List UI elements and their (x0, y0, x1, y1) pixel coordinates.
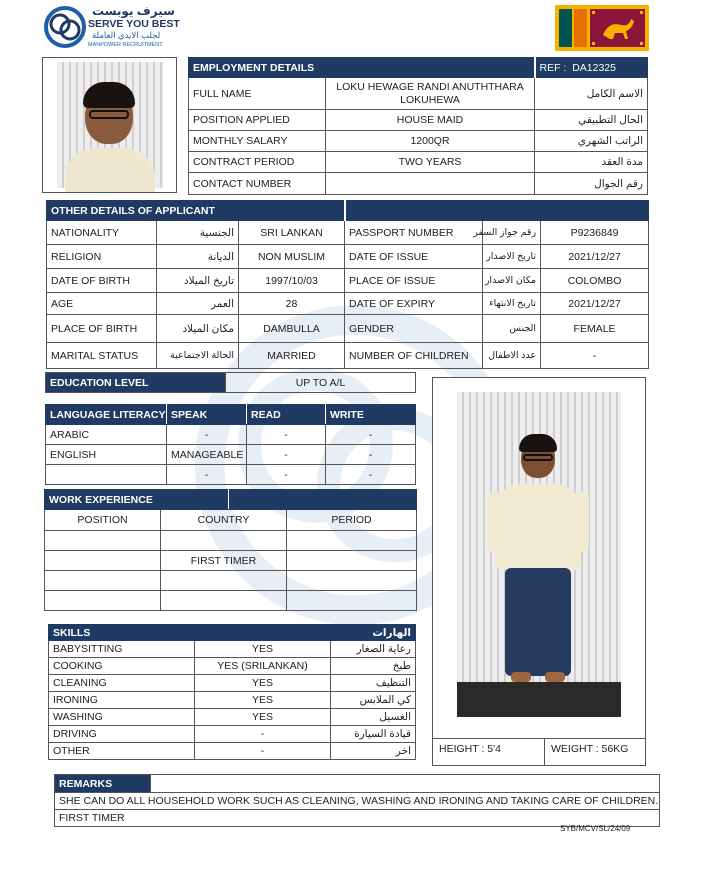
skill-arabic: الغسيل (331, 709, 416, 726)
place-of-birth-label: PLACE OF BIRTH (47, 315, 157, 343)
skill-value: YES (195, 709, 331, 726)
work-period-header: PERIOD (287, 510, 417, 531)
place-of-issue-arabic: مكان الاصدار (483, 269, 541, 293)
position-applied-label: POSITION APPLIED (189, 110, 326, 131)
date-of-expiry-label: DATE OF EXPIRY (345, 293, 483, 315)
gender-value: FEMALE (541, 315, 649, 343)
company-logo (44, 4, 184, 52)
table-row (49, 743, 416, 760)
age-value: 28 (239, 293, 345, 315)
skill-arabic: طبخ (331, 658, 416, 675)
table-row (49, 726, 416, 743)
skill-value: YES (195, 675, 331, 692)
skills-table (48, 624, 416, 760)
gender-arabic: الجنس (483, 315, 541, 343)
education-level-label: EDUCATION LEVEL (46, 373, 226, 393)
date-of-issue-value: 2021/12/27 (541, 245, 649, 269)
age-label: AGE (47, 293, 157, 315)
religion-arabic: الديانة (157, 245, 239, 269)
work-experience-title-spacer (229, 490, 417, 510)
remarks-table (54, 774, 660, 827)
skill-value: YES (195, 641, 331, 658)
write-value: - (326, 445, 416, 465)
remarks-line-2: FIRST TIMER (55, 810, 660, 827)
contract-period-arabic: مدة العقد (535, 152, 648, 173)
marital-status-value: MARRIED (239, 343, 345, 369)
skill-value: YES (SRILANKAN) (195, 658, 331, 675)
skills-title: SKILLS (49, 625, 331, 641)
contact-number-value (326, 173, 535, 195)
passport-number-value: P9236849 (541, 221, 649, 245)
table-row (46, 465, 416, 485)
date-of-expiry-arabic: تاريخ الانتهاء (483, 293, 541, 315)
speak-value: - (167, 425, 247, 445)
read-value: - (247, 465, 326, 485)
table-row (49, 709, 416, 726)
skill-name: IRONING (49, 692, 195, 709)
speak-value: - (167, 465, 247, 485)
other-details-title: OTHER DETAILS OF APPLICANT (47, 201, 345, 221)
full-name-value (326, 78, 535, 110)
applicant-portrait-frame (42, 57, 177, 193)
skill-value: YES (195, 692, 331, 709)
number-of-children-arabic: عدد الاطفال (483, 343, 541, 369)
place-of-birth-value: DAMBULLA (239, 315, 345, 343)
skill-name: OTHER (49, 743, 195, 760)
write-value: - (326, 425, 416, 445)
measure-separator (544, 738, 545, 766)
number-of-children-value: - (541, 343, 649, 369)
place-of-issue-value: COLOMBO (541, 269, 649, 293)
work-country-header: COUNTRY (161, 510, 287, 531)
place-of-birth-arabic: مكان الميلاد (157, 315, 239, 343)
passport-number-arabic: رقم جواز السفر (483, 221, 541, 245)
contact-number-label: CONTACT NUMBER (189, 173, 326, 195)
skill-arabic: رعاية الصغار (331, 641, 416, 658)
work-position-header: POSITION (45, 510, 161, 531)
sri-lanka-flag-icon (555, 5, 649, 51)
date-of-issue-arabic: تاريخ الاصدار (483, 245, 541, 269)
remarks-title: REMARKS (55, 775, 151, 793)
read-value: - (247, 425, 326, 445)
logo-arabic-text: سيرف يوبست (92, 4, 175, 18)
date-of-issue-label: DATE OF ISSUE (345, 245, 483, 269)
table-row (45, 571, 417, 591)
table-row (49, 658, 416, 675)
height-value: HEIGHT : 5'4 (439, 743, 501, 755)
skill-name: CLEANING (49, 675, 195, 692)
logo-arabic-subtext: لجلب الايدي العاملة (92, 30, 161, 40)
employment-details-title: EMPLOYMENT DETAILS (189, 58, 535, 78)
contact-number-arabic: رقم الجوال (535, 173, 648, 195)
logo-english-text: SERVE YOU BEST (88, 18, 180, 30)
write-header: WRITE (326, 405, 416, 425)
date-of-expiry-value: 2021/12/27 (541, 293, 649, 315)
position-applied-value: HOUSE MAID (326, 110, 535, 131)
date-of-birth-arabic: تاريخ الميلاد (157, 269, 239, 293)
age-arabic: العمر (157, 293, 239, 315)
full-name-line1: LOKU HEWAGE RANDI ANUTHTHARA (336, 80, 524, 93)
read-header: READ (247, 405, 326, 425)
weight-value: WEIGHT : 56KG (551, 743, 629, 755)
marital-status-arabic: الحالة الاجتماعية (157, 343, 239, 369)
skill-arabic: قيادة السيارة (331, 726, 416, 743)
skill-name: DRIVING (49, 726, 195, 743)
place-of-issue-label: PLACE OF ISSUE (345, 269, 483, 293)
full-name-arabic: الاسم الكامل (535, 78, 648, 110)
read-value: - (247, 445, 326, 465)
table-row (49, 641, 416, 658)
skills-title-arabic: الهارات (331, 625, 416, 641)
write-value: - (326, 465, 416, 485)
marital-status-label: MARITAL STATUS (47, 343, 157, 369)
skill-arabic: اخر (331, 743, 416, 760)
remarks-title-spacer (151, 775, 660, 793)
footer-code: SYB/MCV/SL/24/09 (560, 824, 631, 833)
ref-label: REF : (539, 61, 567, 74)
education-table (45, 372, 416, 393)
table-row (45, 531, 417, 551)
contract-period-value: TWO YEARS (326, 152, 535, 173)
work-experience-table (44, 489, 417, 611)
logo-emblem-icon (44, 6, 86, 48)
other-details-table (46, 200, 649, 369)
skill-value: - (195, 726, 331, 743)
full-name-line2: LOKUHEWA (400, 93, 460, 106)
religion-label: RELIGION (47, 245, 157, 269)
other-details-title-spacer (345, 201, 649, 221)
date-of-birth-value: 1997/10/03 (239, 269, 345, 293)
language-name: ENGLISH (46, 445, 167, 465)
table-row (45, 551, 417, 571)
nationality-arabic: الجنسية (157, 221, 239, 245)
table-row (46, 425, 416, 445)
applicant-full-body-frame (432, 377, 646, 766)
language-name (46, 465, 167, 485)
full-name-label: FULL NAME (189, 78, 326, 110)
measure-divider (433, 738, 645, 739)
skill-arabic: كي الملابس (331, 692, 416, 709)
position-applied-arabic: الحال التطبيقي (535, 110, 648, 131)
speak-value: MANAGEABLE (167, 445, 247, 465)
passport-number-label: PASSPORT NUMBER (345, 221, 483, 245)
nationality-value: SRI LANKAN (239, 221, 345, 245)
skill-value: - (195, 743, 331, 760)
religion-value: NON MUSLIM (239, 245, 345, 269)
employment-details-table (188, 57, 648, 195)
skill-name: WASHING (49, 709, 195, 726)
date-of-birth-label: DATE OF BIRTH (47, 269, 157, 293)
table-row (46, 445, 416, 465)
language-literacy-table (45, 404, 416, 485)
skill-name: BABYSITTING (49, 641, 195, 658)
table-row (49, 675, 416, 692)
logo-tagline: MANPOWER RECRUITMENT (88, 42, 163, 48)
work-experience-note: FIRST TIMER (161, 551, 287, 571)
table-row (45, 591, 417, 611)
contract-period-label: CONTRACT PERIOD (189, 152, 326, 173)
gender-label: GENDER (345, 315, 483, 343)
nationality-label: NATIONALITY (47, 221, 157, 245)
applicant-portrait-photo (57, 62, 163, 188)
remarks-line-1: SHE CAN DO ALL HOUSEHOLD WORK SUCH AS CLEANING, WASHING AND IRONING AND TAKING CARE OF CHILDREN. (55, 793, 660, 810)
monthly-salary-arabic: الراتب الشهري (535, 131, 648, 152)
skill-name: COOKING (49, 658, 195, 675)
number-of-children-label: NUMBER OF CHILDREN (345, 343, 483, 369)
ref-value: DA12325 (572, 61, 616, 74)
monthly-salary-value: 1200QR (326, 131, 535, 152)
skill-arabic: التنظيف (331, 675, 416, 692)
applicant-full-body-photo (457, 392, 621, 717)
language-name: ARABIC (46, 425, 167, 445)
language-literacy-header: LANGUAGE LITERACY (46, 405, 167, 425)
speak-header: SPEAK (167, 405, 247, 425)
monthly-salary-label: MONTHLY SALARY (189, 131, 326, 152)
education-level-value: UP TO A/L (226, 373, 416, 393)
work-experience-title: WORK EXPERIENCE (45, 490, 229, 510)
table-row (49, 692, 416, 709)
ref-cell (535, 58, 648, 78)
